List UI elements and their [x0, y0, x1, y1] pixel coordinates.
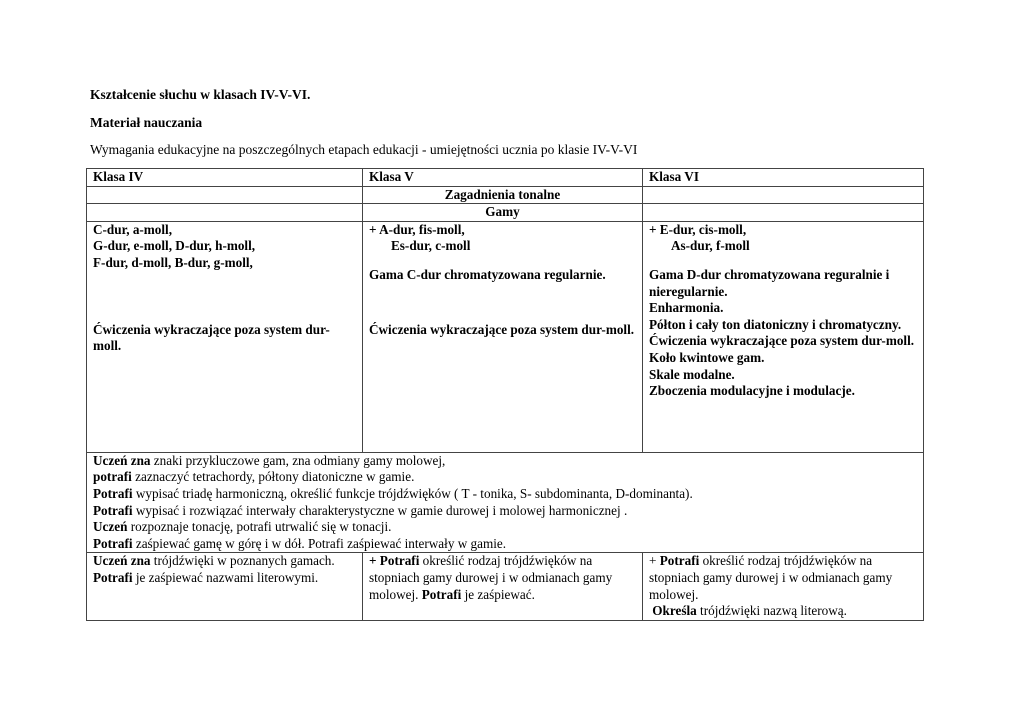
modulation-text: Zboczenia modulacyjne i modulacje.: [649, 383, 855, 399]
skills-row: [87, 452, 924, 553]
document-title: Kształcenie słuchu w klasach IV-V-VI.: [90, 87, 311, 102]
skill-line: potrafi zaznaczyć tetrachordy, półtony diatoniczne w gamie.: [93, 469, 415, 485]
klasa-v-triads-cell: + Potrafi określić rodzaj trójdźwięków na stopniach gamy durowej i w odmianach gamy molowej. Potrafi je zaśpiewać.: [363, 553, 643, 620]
klasa-v-scales-cell: [363, 221, 643, 452]
skill-line: Uczeń zna znaki przykluczowe gam, zna odmiany gamy molowej,: [93, 452, 446, 468]
klasa-iv-scales-cell: [87, 221, 363, 452]
curriculum-table: [86, 168, 924, 621]
klasa-vi-triads-cell: + Potrafi określić rodzaj trójdźwięków na stopniach gamy durowej i w odmianach gamy molowej. Określa trójdźwięki nazwą literową.: [643, 553, 924, 620]
scale-line: As-dur, f-moll: [671, 238, 750, 254]
triads-row: [87, 553, 924, 620]
scale-line: + A-dur, fis-moll,: [369, 221, 465, 237]
column-header-klasa-v: Klasa V: [363, 169, 643, 187]
empty-cell: [87, 186, 363, 204]
document-subtitle: Materiał nauczania: [90, 115, 203, 130]
section-row-tonal: [87, 186, 924, 204]
exercise-text: Ćwiczenia wykraczające poza system dur-moll.: [649, 333, 915, 349]
klasa-iv-triads-cell: Uczeń zna trójdźwięki w poznanych gamach. Potrafi je zaśpiewać nazwami literowymi.: [87, 553, 363, 620]
empty-cell: [87, 204, 363, 222]
skill-line: Potrafi zaśpiewać gamę w górę i w dół. Potrafi zaśpiewać interwały w gamie.: [93, 535, 507, 551]
modal-scales-text: Skale modalne.: [649, 366, 735, 382]
column-header-klasa-vi: Klasa VI: [643, 169, 924, 187]
empty-cell: [643, 186, 924, 204]
scale-line: G-dur, e-moll, D-dur, h-moll,: [93, 238, 256, 254]
chromatic-scale-text: Gama D-dur chromatyzowana reguralnie i nieregularnie.: [649, 266, 890, 299]
scale-line: + E-dur, cis-moll,: [649, 221, 747, 237]
section-row-scales: [87, 204, 924, 222]
scales-content-row: [87, 221, 924, 452]
skills-cell: [87, 452, 924, 553]
circle-of-fifths-text: Koło kwintowe gam.: [649, 349, 765, 365]
klasa-vi-scales-cell: [643, 221, 924, 452]
section-title-tonal: Zagadnienia tonalne: [363, 186, 643, 204]
scale-line: F-dur, d-moll, B-dur, g-moll,: [93, 254, 253, 270]
exercise-text: Ćwiczenia wykraczające poza system dur-moll.: [369, 321, 635, 337]
table-header-row: [87, 169, 924, 187]
skill-line: Potrafi wypisać triadę harmoniczną, określić funkcje trójdźwięków ( T - tonika, S- subdominanta, D-dominanta).: [93, 485, 693, 501]
enharmonia-text: Enharmonia.: [649, 300, 724, 316]
skill-line: Potrafi wypisać i rozwiązać interwały charakterystyczne w gamie durowej i molowej harmonicznej .: [93, 502, 628, 518]
semitone-text: Półton i cały ton diatoniczny i chromatyczny.: [649, 316, 902, 332]
chromatic-scale-text: Gama C-dur chromatyzowana regularnie.: [369, 266, 606, 282]
scale-line: C-dur, a-moll,: [93, 221, 173, 237]
skill-line: Uczeń rozpoznaje tonację, potrafi utrwalić się w tonacji.: [93, 519, 392, 535]
section-title-scales: Gamy: [363, 204, 643, 222]
column-header-klasa-iv: Klasa IV: [87, 169, 363, 187]
scale-line: Es-dur, c-moll: [391, 238, 471, 254]
exercise-text: Ćwiczenia wykraczające poza system dur-moll.: [93, 321, 330, 354]
empty-cell: [643, 204, 924, 222]
requirements-line: Wymagania edukacyjne na poszczególnych etapach edukacji - umiejętności ucznia po klasie IV-V-VI: [90, 142, 638, 157]
